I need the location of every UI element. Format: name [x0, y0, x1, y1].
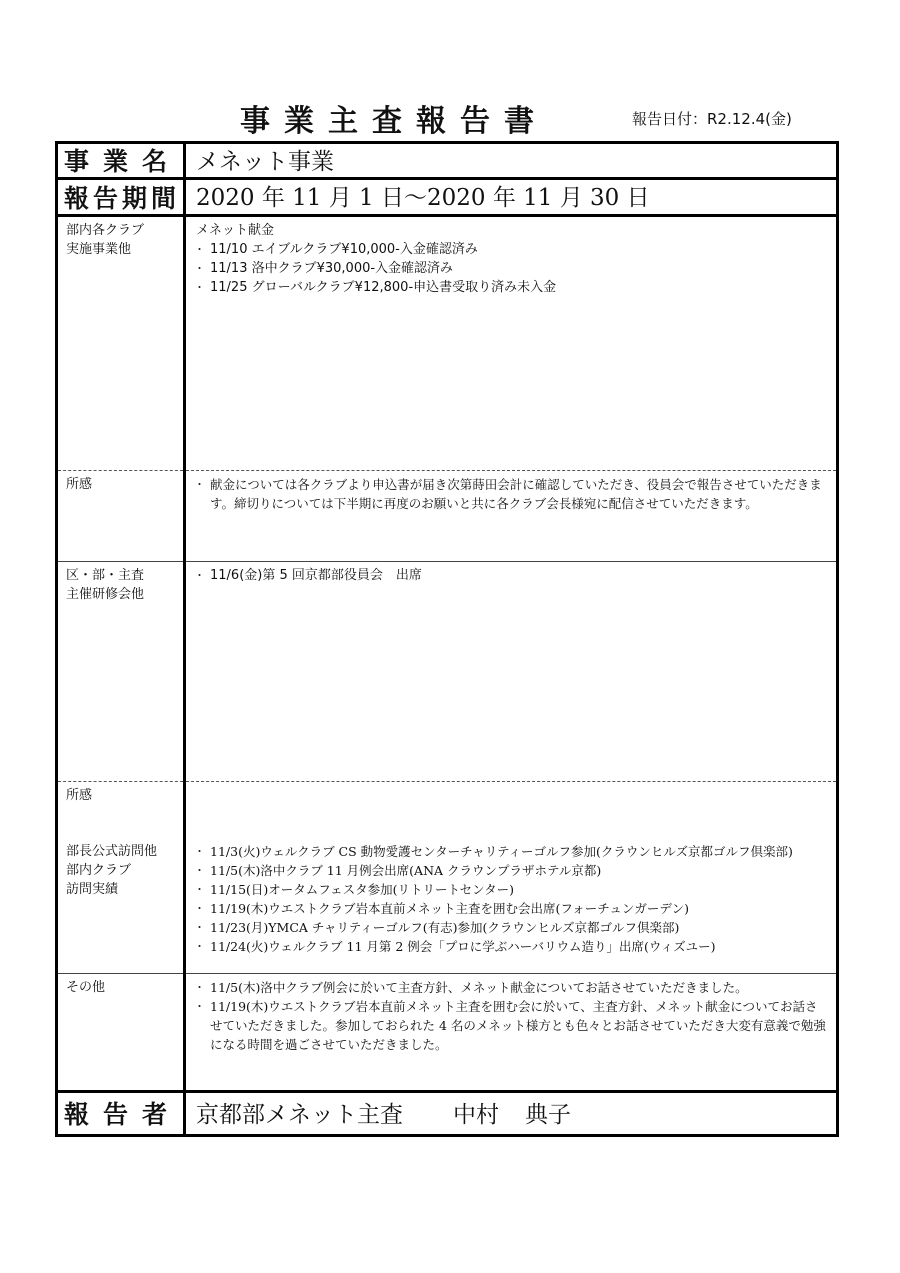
list-item: ・ 献金については各クラブより申込書が届き次第蒔田会計に確認していただき、役員会で報告させていただきます。締切りについては下半期に再度のお願いと共に各クラブ会長様宛に配信させていただきます。 — [196, 475, 828, 513]
value-visits — [185, 838, 838, 974]
row-business — [57, 143, 838, 179]
label-visits-line2: 部内クラブ — [66, 862, 132, 878]
list-item: ・ 11/25 グローバルクラブ¥12,800-申込書受取り済み未入金 — [196, 278, 828, 297]
row-impression-1 — [57, 471, 838, 562]
label-district-line1: 区・部・主査 — [66, 568, 145, 583]
list-item: ・ 11/5(木)洛中クラブ 11 月例会出席(ANA クラウンプラザホテル京都) — [196, 861, 828, 880]
label-period: 報告期間 — [57, 179, 185, 216]
label-district-line2: 主催研修会他 — [66, 587, 145, 602]
list-item: ・ 11/19(木)ウエストクラブ岩本直前メネット主査を囲む会に於いて、主査方針、メネット献金についてお話させていただきました。参加しておられた 4 名のメネット様方とも色々とお話させていただき大変有意義で勉強になる時間を過ごさせていただきました。 — [196, 997, 828, 1054]
value-other — [185, 974, 838, 1092]
list-item: ・ 11/24(火)ウェルクラブ 11 月第 2 例会「プロに学ぶハーバリウム造り」出席(ウィズユー) — [196, 937, 828, 956]
row-district — [57, 562, 838, 782]
value-impression-2 — [185, 782, 838, 838]
reporter-org: 京都部メネット主査 — [196, 1101, 403, 1128]
label-district — [57, 562, 185, 782]
row-period — [57, 179, 838, 216]
club-events-heading: メネット献金 — [196, 223, 275, 238]
list-item: ・ 11/5(木)洛中クラブ例会に於いて主査方針、メネット献金についてお話させていただきました。 — [196, 978, 828, 997]
label-other: その他 — [57, 974, 185, 1092]
visits-list — [196, 842, 828, 956]
reporter-surname: 中村 — [453, 1101, 499, 1128]
label-impression-2: 所感 — [57, 782, 185, 838]
value-period: 2020 年 11 月 1 日～2020 年 11 月 30 日 — [185, 179, 838, 216]
page-title: 事業主査報告書 — [240, 104, 548, 139]
row-visits — [57, 838, 838, 974]
reporter-given: 典子 — [525, 1101, 571, 1128]
list-item: ・ 11/3(火)ウェルクラブ CS 動物愛護センターチャリティーゴルフ参加(クラウンヒルズ京都ゴルフ倶楽部) — [196, 842, 828, 861]
label-visits-line3: 訪問実績 — [66, 881, 119, 897]
label-business: 事業名 — [57, 143, 185, 179]
district-list — [196, 566, 828, 585]
label-club-events — [57, 216, 185, 471]
report-date: 報告日付：R2.12.4(金) — [632, 110, 792, 128]
list-item: ・ 11/15(日)オータムフェスタ参加(リトリートセンター) — [196, 880, 828, 899]
value-business: メネット事業 — [185, 143, 838, 179]
label-club-events-line1: 部内各クラブ — [66, 223, 145, 238]
impression-1-list — [196, 475, 828, 513]
label-reporter: 報告者 — [57, 1092, 185, 1136]
report-table — [55, 141, 839, 1137]
row-impression-2 — [57, 782, 838, 838]
row-reporter — [57, 1092, 838, 1136]
list-item: ・ 11/13 洛中クラブ¥30,000-入金確認済み — [196, 259, 828, 278]
list-item: ・ 11/10 エイブルクラブ¥10,000-入金確認済み — [196, 240, 828, 259]
row-other — [57, 974, 838, 1092]
donation-list — [196, 240, 828, 297]
value-impression-1 — [185, 471, 838, 562]
label-visits-line1: 部長公式訪問他 — [66, 843, 158, 859]
list-item: ・ 11/23(月)YMCA チャリティーゴルフ(有志)参加(クラウンヒルズ京都ゴルフ倶楽部) — [196, 918, 828, 937]
other-list — [196, 978, 828, 1054]
row-club-events — [57, 216, 838, 471]
list-item: ・ 11/19(木)ウエストクラブ岩本直前メネット主査を囲む会出席(フォーチュンガーデン) — [196, 899, 828, 918]
value-club-events — [185, 216, 838, 471]
label-visits — [57, 838, 185, 974]
label-impression-1: 所感 — [57, 471, 185, 562]
value-district — [185, 562, 838, 782]
label-club-events-line2: 実施事業他 — [66, 242, 132, 257]
value-reporter — [185, 1092, 838, 1136]
list-item: ・ 11/6(金)第 5 回京都部役員会 出席 — [196, 566, 828, 585]
